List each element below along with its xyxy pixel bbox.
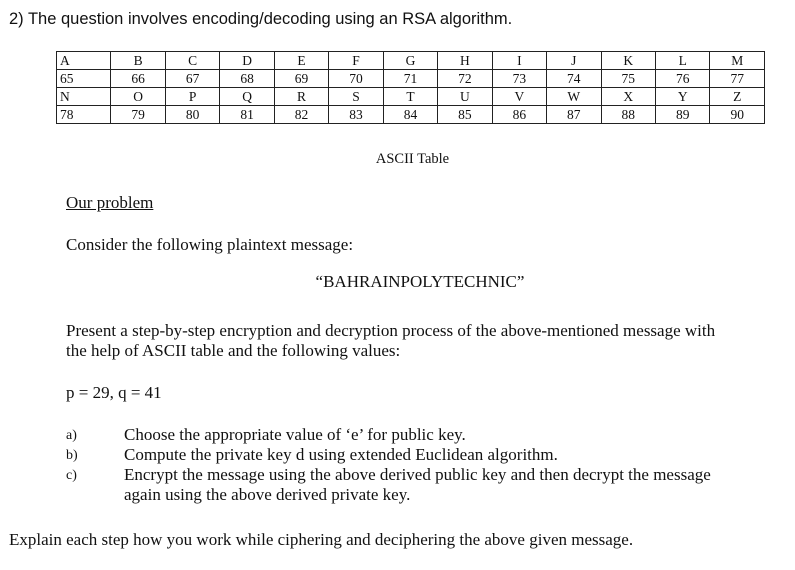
item-text-a: [124, 425, 764, 445]
ascii-code-cell: 67: [165, 70, 219, 88]
ascii-code-cell: 75: [601, 70, 655, 88]
ascii-letter-cell: J: [547, 52, 601, 70]
ascii-code-cell: 79: [111, 106, 165, 124]
ascii-letter-cell: I: [492, 52, 546, 70]
present-line-1: Present a step-by-step encryption and decryption process of the above-mentioned message with: [66, 321, 716, 340]
ascii-code-cell: 68: [220, 70, 274, 88]
ascii-table: [56, 51, 765, 124]
rsa-parameters: p = 29, q = 41: [66, 383, 162, 402]
ascii-letter-cell: D: [220, 52, 274, 70]
ascii-code-cell: 74: [547, 70, 601, 88]
item-label-c: c): [66, 468, 77, 483]
ascii-table-row: [57, 52, 765, 70]
ascii-letter-cell: F: [329, 52, 383, 70]
ascii-code-cell: 76: [655, 70, 709, 88]
ascii-code-cell: 89: [655, 106, 709, 124]
ascii-letter-cell: X: [601, 88, 655, 106]
ascii-code-cell: 77: [710, 70, 765, 88]
plaintext-message: “BAHRAINPOLYTECHNIC”: [315, 272, 525, 291]
ascii-letter-cell: Y: [655, 88, 709, 106]
ascii-code-cell: 69: [274, 70, 328, 88]
ascii-letter-cell: R: [274, 88, 328, 106]
ascii-table-row: [57, 88, 765, 106]
ascii-letter-cell: A: [57, 52, 111, 70]
problem-title: Our problem: [66, 193, 154, 212]
consider-text: Consider the following plaintext message:: [66, 235, 354, 254]
ascii-code-cell: 85: [438, 106, 492, 124]
question-heading: 2) The question involves encoding/decoding using an RSA algorithm.: [9, 10, 513, 28]
present-instructions: [66, 321, 766, 361]
ascii-letter-cell: V: [492, 88, 546, 106]
ascii-code-cell: 87: [547, 106, 601, 124]
ascii-letter-cell: U: [438, 88, 492, 106]
item-label-b: b): [66, 448, 78, 463]
ascii-letter-cell: N: [57, 88, 111, 106]
item-b-line-1: Compute the private key d using extended Euclidean algorithm.: [124, 445, 558, 464]
item-text-c: [124, 465, 764, 505]
ascii-letter-cell: E: [274, 52, 328, 70]
ascii-letter-cell: T: [383, 88, 437, 106]
ascii-letter-cell: K: [601, 52, 655, 70]
ascii-code-cell: 73: [492, 70, 546, 88]
ascii-code-cell: 72: [438, 70, 492, 88]
ascii-letter-cell: G: [383, 52, 437, 70]
ascii-code-cell: 88: [601, 106, 655, 124]
ascii-code-cell: 66: [111, 70, 165, 88]
ascii-letter-cell: Z: [710, 88, 765, 106]
ascii-letter-cell: O: [111, 88, 165, 106]
ascii-letter-cell: M: [710, 52, 765, 70]
ascii-letter-cell: B: [111, 52, 165, 70]
ascii-table-caption: ASCII Table: [375, 151, 450, 167]
ascii-letter-cell: S: [329, 88, 383, 106]
ascii-code-cell: 83: [329, 106, 383, 124]
ascii-table-body: [57, 52, 765, 124]
ascii-letter-cell: L: [655, 52, 709, 70]
present-line-2: the help of ASCII table and the following values:: [66, 341, 401, 360]
ascii-code-cell: 81: [220, 106, 274, 124]
item-a-line-1: Choose the appropriate value of ‘e’ for public key.: [124, 425, 466, 444]
ascii-code-cell: 90: [710, 106, 765, 124]
ascii-code-cell: 82: [274, 106, 328, 124]
item-text-b: [124, 445, 764, 465]
item-c-line-2: again using the above derived private key.: [124, 485, 411, 504]
ascii-letter-cell: C: [165, 52, 219, 70]
ascii-code-cell: 65: [57, 70, 111, 88]
ascii-code-cell: 80: [165, 106, 219, 124]
ascii-letter-cell: H: [438, 52, 492, 70]
ascii-code-cell: 71: [383, 70, 437, 88]
item-label-a: a): [66, 428, 77, 443]
ascii-code-cell: 86: [492, 106, 546, 124]
ascii-letter-cell: W: [547, 88, 601, 106]
ascii-letter-cell: P: [165, 88, 219, 106]
ascii-code-cell: 84: [383, 106, 437, 124]
ascii-code-cell: 78: [57, 106, 111, 124]
ascii-table-row: [57, 70, 765, 88]
ascii-code-cell: 70: [329, 70, 383, 88]
item-c-line-1: Encrypt the message using the above derived public key and then decrypt the message: [124, 465, 711, 484]
ascii-table-row: [57, 106, 765, 124]
explain-instruction: Explain each step how you work while ciphering and deciphering the above given message.: [9, 530, 634, 549]
ascii-letter-cell: Q: [220, 88, 274, 106]
